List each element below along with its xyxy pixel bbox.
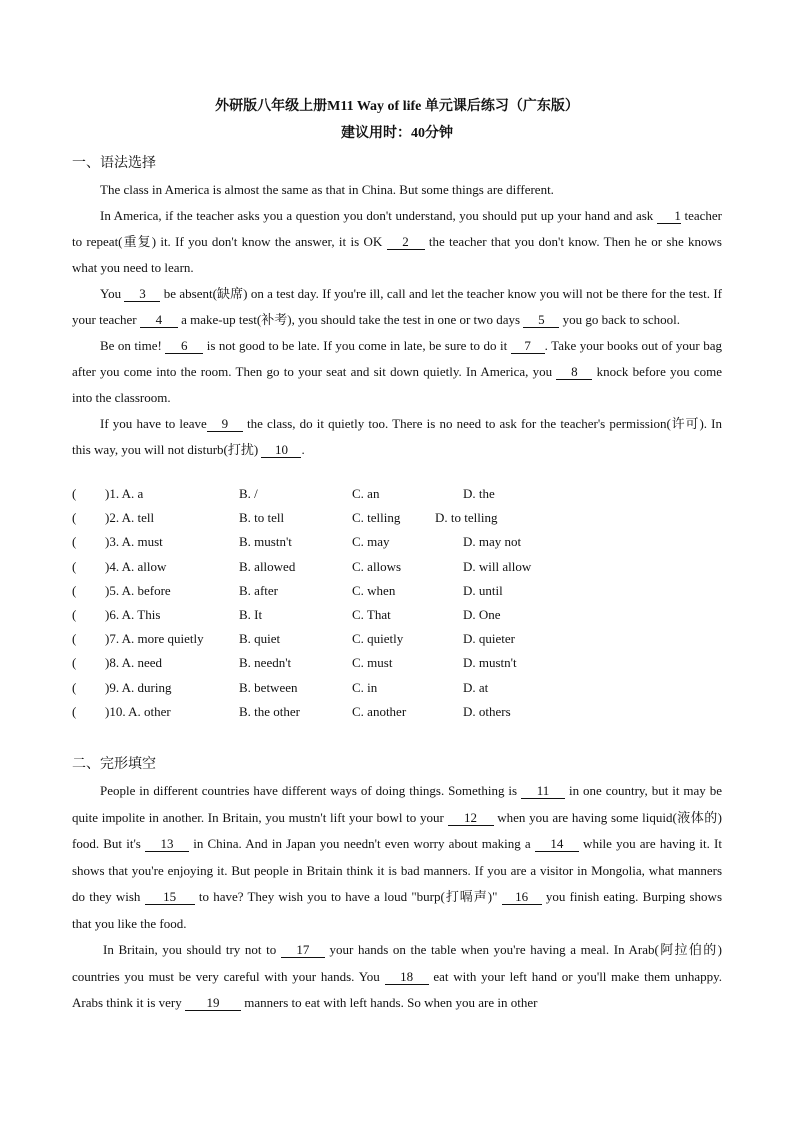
option-d: D. until [463, 582, 503, 598]
option-d: D. the [463, 486, 495, 501]
option-d: D. to telling [435, 510, 498, 526]
paragraph [72, 333, 722, 411]
option-b: B. after [239, 582, 278, 598]
text: you finish eating. Burping shows that you like the food. [72, 889, 722, 931]
time-note: 建议用时：40分钟 [341, 126, 453, 141]
option-c: C. may [352, 534, 390, 550]
text: in one country, but it may be quite impolite in another. In Britain, you mustn't lift your bowl to your [72, 783, 722, 825]
text: in China. And in Japan you needn't even worry about making a [189, 836, 535, 851]
text: teacher to repeat(重复) it. If you don't know the answer, it is OK [72, 208, 722, 249]
option-d: D. quieter [463, 631, 515, 647]
text: manners to eat with left hands. So when you are in other [241, 995, 538, 1010]
blank-2: 2 [387, 235, 425, 250]
text: eat with your left hand or you'll make them unhappy. Arabs think it is very [72, 968, 723, 1010]
text: . Take your books out of your bag after you come into the room. Then go to your seat and sit down quietly. In America, you [72, 338, 722, 379]
blank-3: 3 [124, 287, 160, 302]
section-heading-grammar: 一、语法选择 [72, 156, 156, 171]
blank-15: 15 [145, 890, 195, 905]
blank-14: 14 [535, 837, 579, 852]
option-d: D. at [463, 679, 489, 695]
answer-bracket[interactable]: ( [72, 606, 77, 622]
option-row [72, 631, 722, 655]
option-c: C. allows [352, 558, 402, 574]
paragraph [72, 937, 722, 1017]
option-c: C. telling [352, 510, 401, 526]
option-row [72, 583, 722, 607]
paragraph [72, 778, 722, 937]
option-d: D. One [463, 606, 501, 622]
answer-bracket[interactable]: ( [72, 510, 77, 526]
paragraph [72, 177, 722, 203]
option-d: D. may not [463, 534, 522, 550]
option-d: D. will allow [463, 558, 532, 574]
blank-19: 19 [185, 996, 241, 1011]
option-b: B. allowed [239, 558, 296, 574]
option-a: )6. A. This [105, 606, 161, 622]
text: to have? They wish you to have a loud "burp(打嗝声)" [194, 889, 502, 904]
text: People in different countries have different ways of doing things. Something is [100, 783, 522, 798]
blank-11: 11 [521, 784, 565, 799]
option-b: B. needn't [239, 655, 292, 671]
option-row [72, 510, 722, 534]
text: knock before you come into the classroom. [72, 364, 722, 405]
blank-6: 6 [165, 339, 203, 354]
text: You [100, 286, 125, 301]
option-b: B. between [239, 679, 298, 695]
blank-16: 16 [502, 890, 542, 905]
blank-5: 5 [523, 313, 559, 328]
blank-13: 13 [145, 837, 189, 852]
paragraph [72, 203, 722, 281]
text: Be on time! [100, 338, 166, 353]
option-b: B. to tell [239, 510, 285, 526]
worksheet-title: 外研版八年级上册M11 Way of life 单元课后练习（广东版） [215, 99, 579, 114]
option-a: )4. A. allow [105, 558, 167, 574]
text: while you are having it. It shows that you're enjoying it. But people in Britain think it is bad manners. If you are a visitor in Mongolia, what manners do they wish [72, 836, 722, 904]
text: when you are having some liquid(液体的) food. But it's [72, 809, 722, 851]
answer-bracket[interactable]: ( [72, 486, 77, 501]
option-c: C. in [352, 679, 378, 695]
paragraph [72, 411, 722, 463]
option-a: )3. A. must [105, 534, 163, 550]
option-c: C. another [352, 703, 407, 719]
blank-10: 10 [261, 443, 301, 458]
option-c: C. when [352, 582, 396, 598]
answer-bracket[interactable]: ( [72, 631, 77, 647]
blank-7: 7 [511, 339, 545, 354]
text: The class in America is almost the same as that in China. But some things are different. [100, 182, 554, 197]
option-b: B. mustn't [239, 534, 292, 550]
option-a: )5. A. before [105, 582, 171, 598]
text: is not good to be late. If you come in late, be sure to do it [203, 338, 511, 353]
text: In America, if the teacher asks you a question you don't understand, you should put up your hand and ask [100, 208, 657, 223]
text: If you have to leave [100, 416, 207, 431]
option-a: )7. A. more quietly [105, 631, 204, 647]
option-b: B. It [239, 606, 263, 622]
option-row [72, 704, 722, 728]
answer-bracket[interactable]: ( [72, 679, 77, 695]
option-a: )2. A. tell [105, 510, 155, 526]
option-b: B. the other [239, 703, 301, 719]
blank-1: 1 [657, 209, 681, 224]
option-d: D. mustn't [463, 655, 517, 671]
blank-18: 18 [385, 970, 429, 985]
answer-bracket[interactable]: ( [72, 534, 77, 550]
blank-12: 12 [448, 811, 494, 826]
blank-17: 17 [281, 943, 325, 958]
option-row [72, 607, 722, 631]
text: In Britain, you should try not to [103, 942, 281, 957]
option-b: B. / [239, 486, 258, 501]
option-a: )8. A. need [105, 655, 163, 671]
text: the class, do it quietly too. There is no need to ask for the teacher's permission(许可). In this way, you will not disturb(打扰) [72, 416, 722, 457]
section-heading-cloze: 二、完形填空 [72, 757, 156, 772]
text: your hands on the table when you're having a meal. In Arab(阿拉伯的) countries you must be very careful with your hands. You [72, 942, 722, 984]
option-row [72, 534, 722, 558]
option-row [72, 486, 722, 510]
answer-bracket[interactable]: ( [72, 558, 77, 574]
option-a: )9. A. during [105, 679, 172, 695]
option-c: C. an [352, 486, 380, 501]
blank-8: 8 [556, 365, 592, 380]
option-c: C. That [352, 606, 391, 622]
answer-bracket[interactable]: ( [72, 655, 77, 671]
option-c: C. must [352, 655, 393, 671]
option-d: D. others [463, 703, 511, 719]
answer-options [72, 486, 722, 728]
cloze-passage [72, 778, 722, 1017]
blank-4: 4 [140, 313, 178, 328]
option-c: C. quietly [352, 631, 404, 647]
blank-9: 9 [207, 417, 243, 432]
option-row [72, 680, 722, 704]
answer-bracket[interactable]: ( [72, 703, 77, 719]
option-a: )10. A. other [105, 703, 171, 719]
option-b: B. quiet [239, 631, 281, 647]
grammar-passage [72, 177, 722, 463]
text: the teacher that you don't know. Then he or she knows what you need to learn. [72, 234, 722, 275]
text: you go back to school. [559, 312, 680, 327]
text: be absent(缺席) on a test day. If you're ill, call and let the teacher know you will not be there for the test. If your teacher [72, 286, 723, 327]
paragraph [72, 281, 722, 333]
option-a: )1. A. a [105, 486, 144, 501]
option-row [72, 655, 722, 679]
answer-bracket[interactable]: ( [72, 582, 77, 598]
text: . [301, 442, 305, 457]
option-row [72, 559, 722, 583]
text: a make-up test(补考), you should take the test in one or two days [177, 312, 524, 327]
